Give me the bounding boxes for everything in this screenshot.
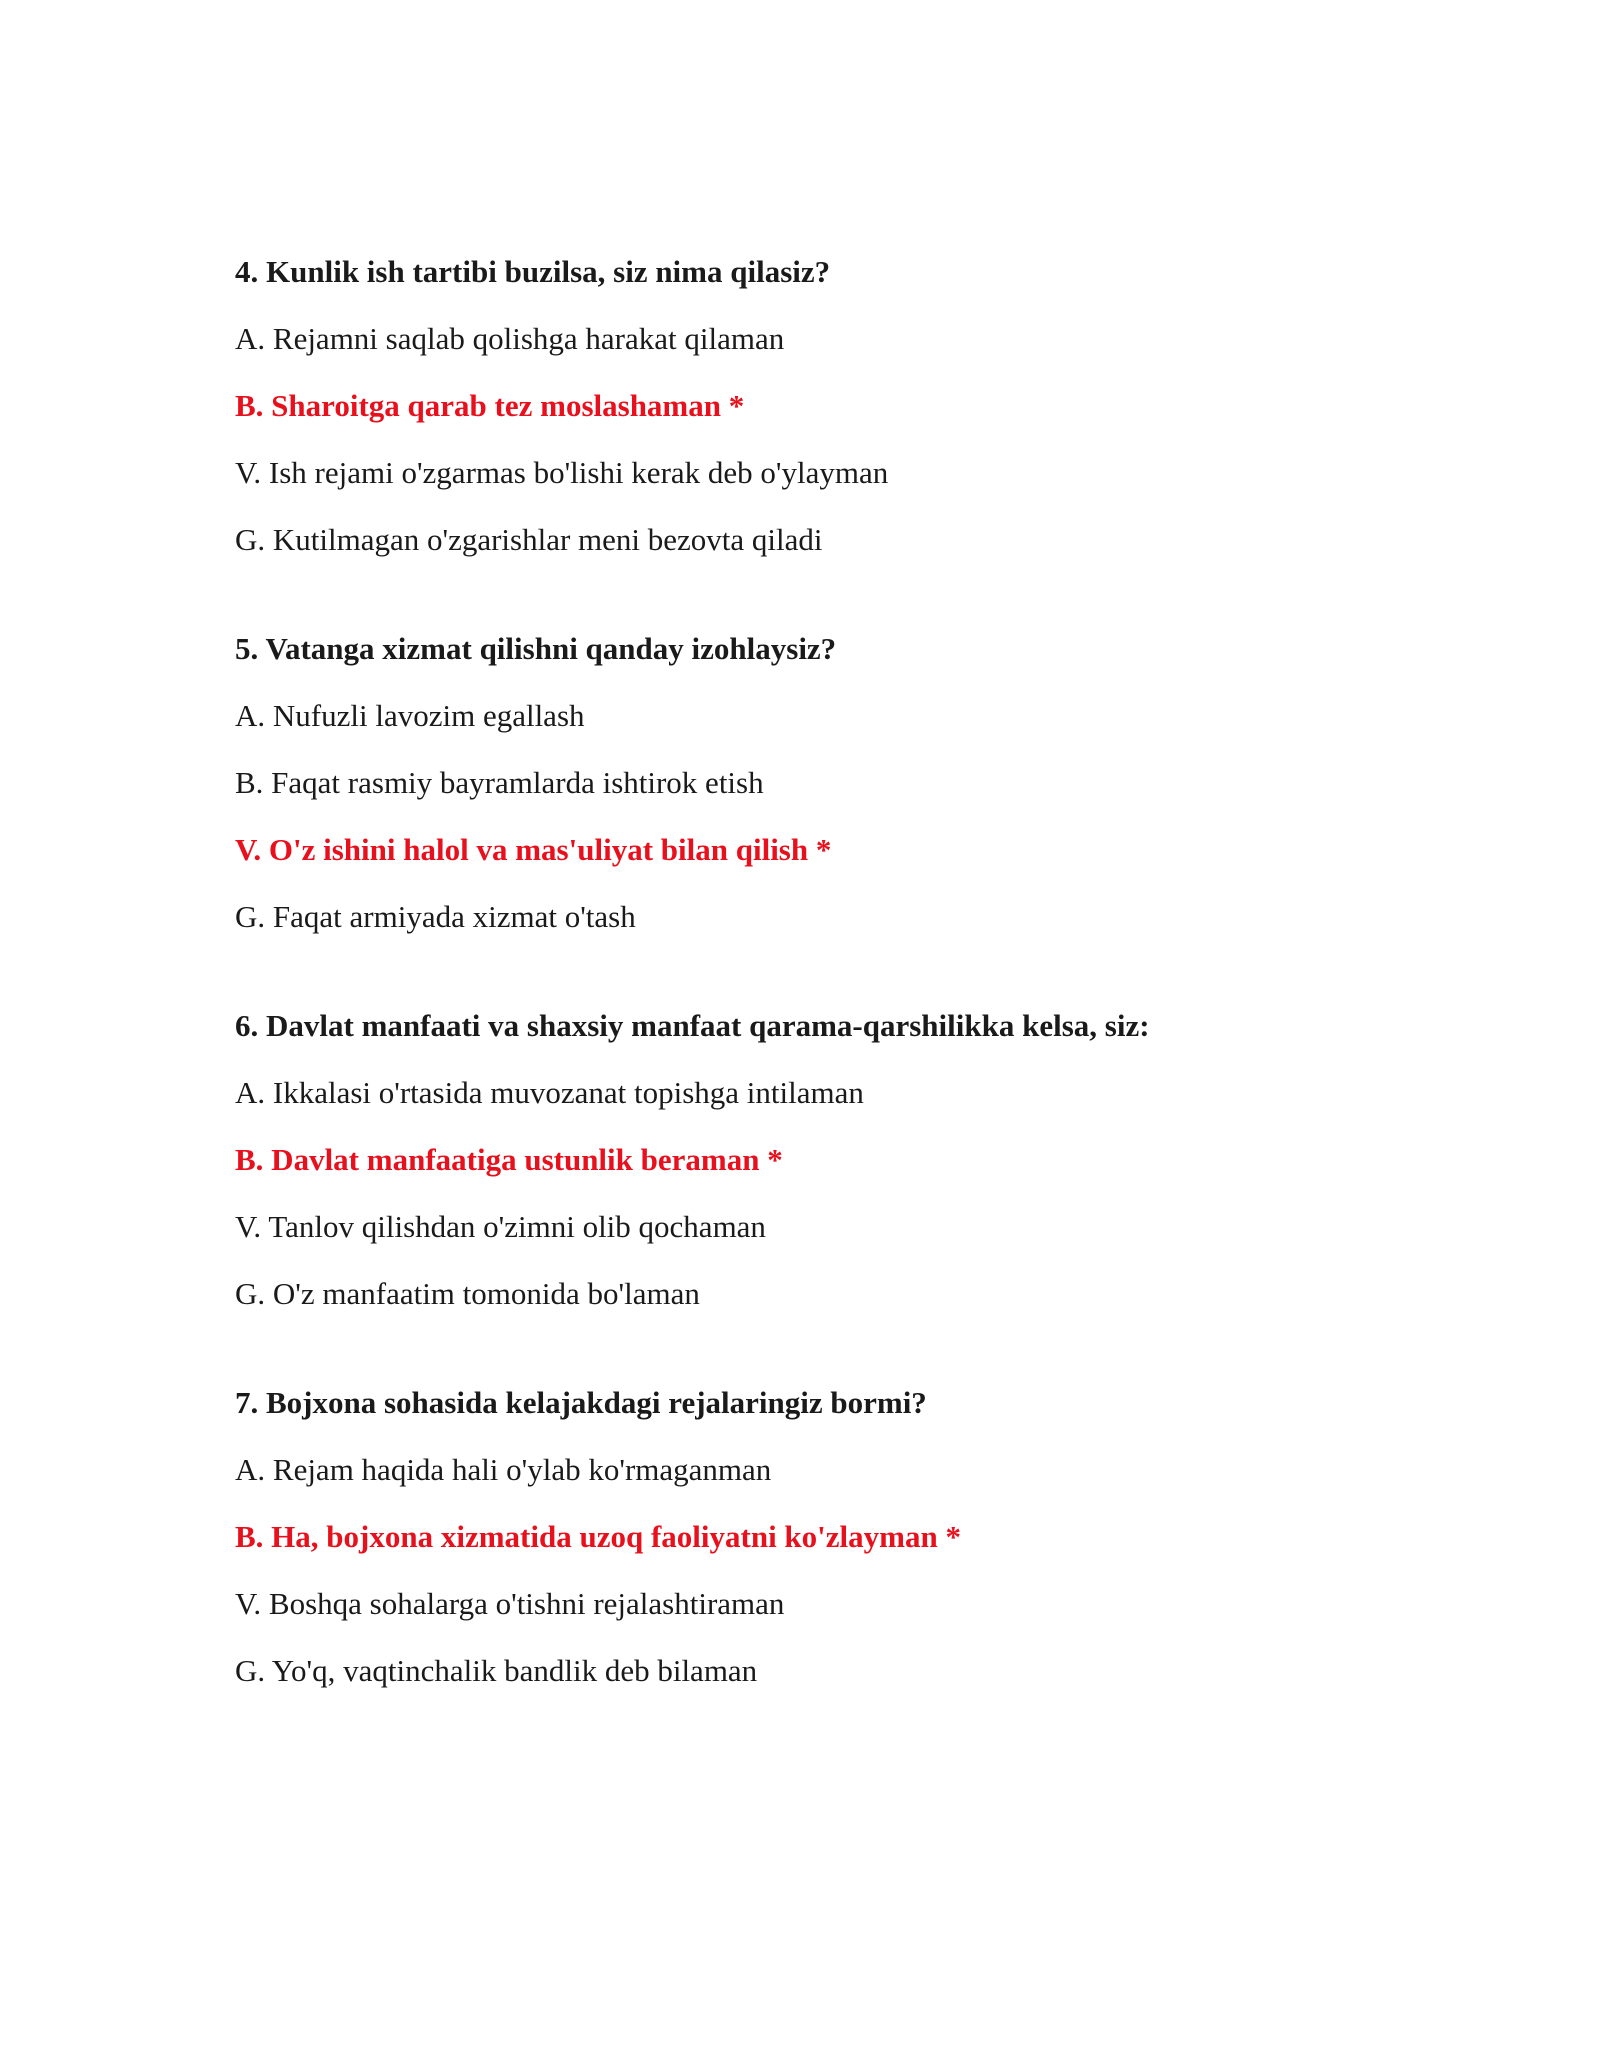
answer-option-correct: V. O'z ishini halol va mas'uliyat bilan qilish * [235,832,832,867]
answer-option: V. Ish rejami o'zgarmas bo'lishi kerak deb o'ylayman [235,455,889,490]
question-text: 4. Kunlik ish tartibi buzilsa, siz nima qilasiz? [235,254,831,289]
question-block-5 [235,629,1435,937]
answer-option-correct: B. Ha, bojxona xizmatida uzoq faoliyatni ko'zlayman * [235,1519,961,1554]
answer-options [235,696,1435,937]
question-block-7 [235,1383,1435,1691]
answer-option: G. Yo'q, vaqtinchalik bandlik deb bilaman [235,1653,758,1688]
answer-option: A. Ikkalasi o'rtasida muvozanat topishga intilaman [235,1075,864,1110]
answer-options [235,319,1435,560]
question-text: 5. Vatanga xizmat qilishni qanday izohlaysiz? [235,631,837,666]
question-text: 6. Davlat manfaati va shaxsiy manfaat qarama-qarshilikka kelsa, siz: [235,1008,1150,1043]
question-block-6 [235,1006,1435,1314]
answer-option: G. Faqat armiyada xizmat o'tash [235,899,636,934]
answer-options [235,1073,1435,1314]
answer-option-correct: B. Davlat manfaatiga ustunlik beraman * [235,1142,783,1177]
answer-option: V. Boshqa sohalarga o'tishni rejalashtiraman [235,1586,785,1621]
answer-options [235,1450,1435,1691]
answer-option: A. Rejam haqida hali o'ylab ko'rmaganman [235,1452,772,1487]
answer-option: V. Tanlov qilishdan o'zimni olib qochaman [235,1209,766,1244]
answer-option: A. Nufuzli lavozim egallash [235,698,585,733]
answer-option: G. Kutilmagan o'zgarishlar meni bezovta qiladi [235,522,823,557]
answer-option-correct: B. Sharoitga qarab tez moslashaman * [235,388,745,423]
quiz-content [235,252,1435,1760]
answer-option: B. Faqat rasmiy bayramlarda ishtirok etish [235,765,764,800]
question-block-4 [235,252,1435,560]
answer-option: A. Rejamni saqlab qolishga harakat qilaman [235,321,785,356]
question-text: 7. Bojxona sohasida kelajakdagi rejalaringiz bormi? [235,1385,927,1420]
answer-option: G. O'z manfaatim tomonida bo'laman [235,1276,700,1311]
